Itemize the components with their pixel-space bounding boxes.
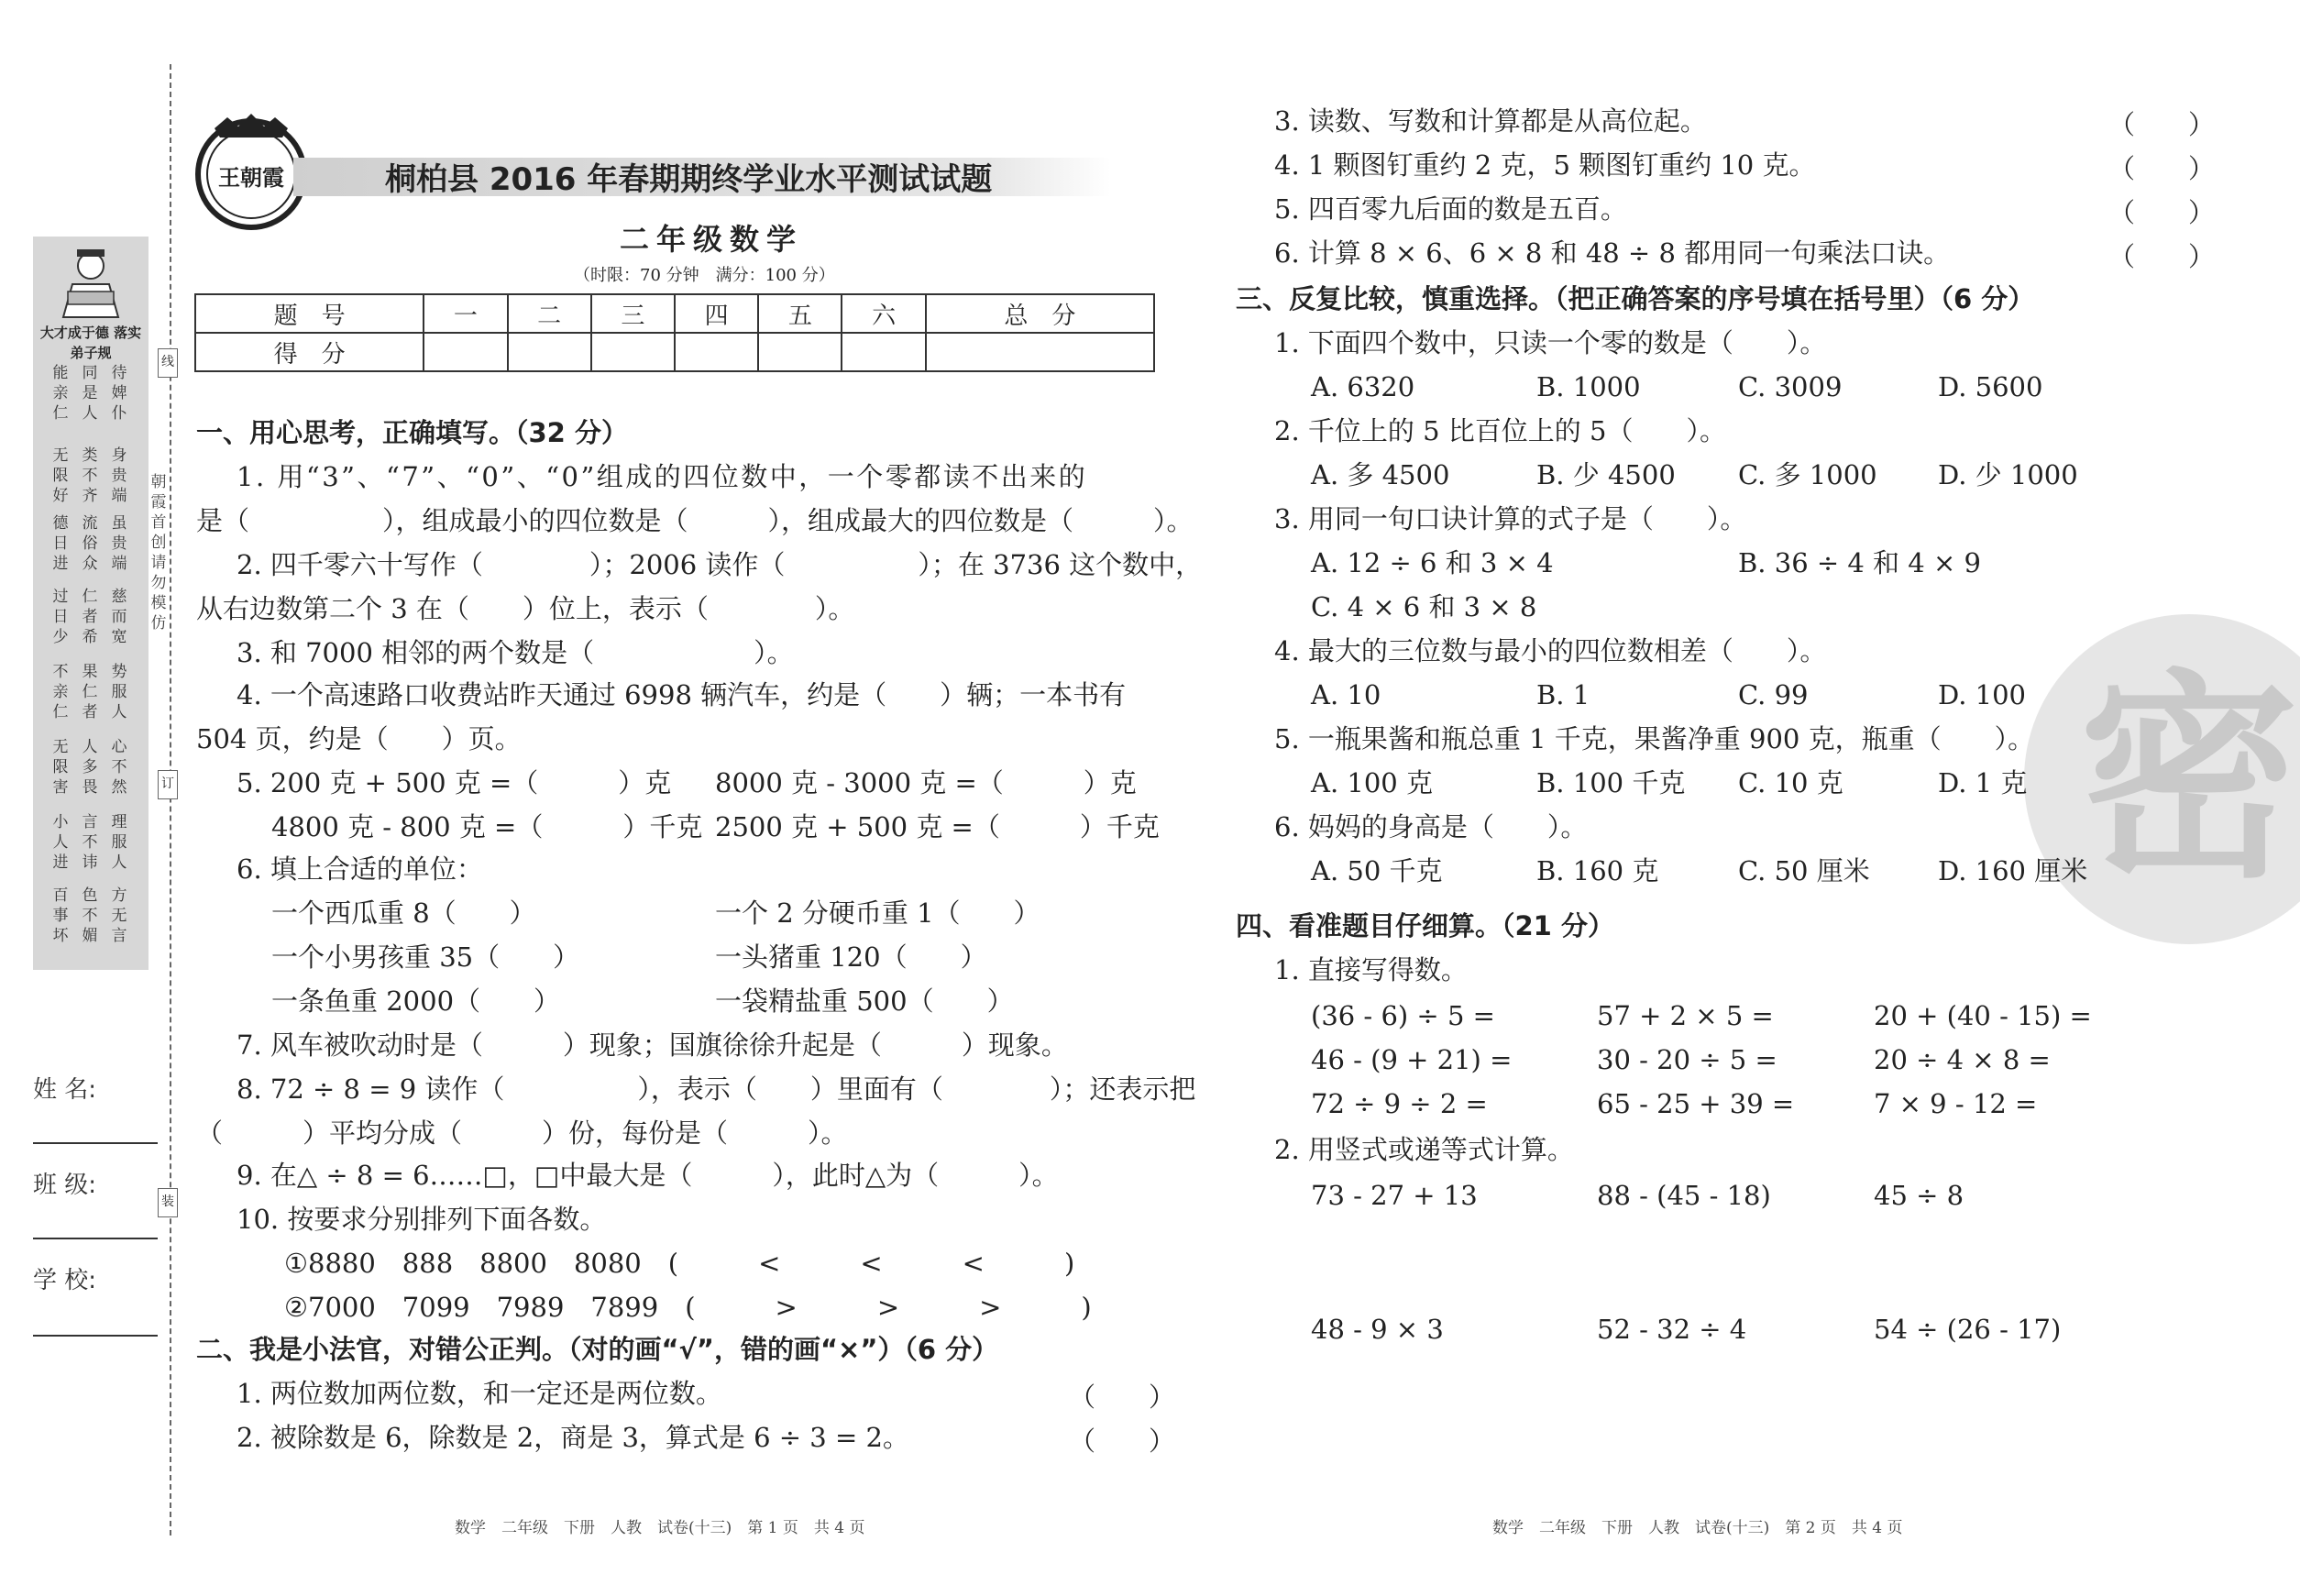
q2-4-answer[interactable]: （ ） <box>2108 153 2216 184</box>
section2-heading: 二、我是小法官，对错公正判。（对的画“√”，错的画“×”）（6 分） <box>196 1334 999 1365</box>
q4-1-label: 1. 直接写得数。 <box>1274 954 1468 985</box>
direct-calc-item[interactable]: 7 × 9 - 12 = <box>1874 1088 2038 1119</box>
q1-5d: 2500 克 + 500 克 =（ ）千克 <box>715 811 1160 842</box>
q2-6: 6. 计算 8 × 6、6 × 8 和 48 ÷ 8 都用同一句乘法口诀。 <box>1274 237 1951 269</box>
direct-calc-item[interactable]: 57 + 2 × 5 = <box>1597 1000 1774 1031</box>
q1-7: 7. 风车被吹动时是（ ）现象；国旗徐徐升起是（ ）现象。 <box>237 1029 1068 1061</box>
q1-10b: ②7000 7099 7989 7899 ( > > > ) <box>284 1292 1092 1323</box>
q3-2-option[interactable]: B. 少 4500 <box>1536 459 1676 490</box>
q3-6: 6. 妈妈的身高是（ ）。 <box>1274 811 1588 842</box>
q1-6d: 一头猪重 120（ ） <box>715 941 987 973</box>
q3-3-option[interactable]: B. 36 ÷ 4 和 4 × 9 <box>1738 547 1981 578</box>
motto-column: 势服人 <box>111 663 127 721</box>
class-field-label: 班 级: <box>33 1172 97 1199</box>
q3-4-option[interactable]: C. 99 <box>1738 679 1809 710</box>
score-table-score-row <box>195 333 1154 371</box>
q1-6: 6. 填上合适的单位： <box>237 853 483 885</box>
motto-column: 无限害 <box>52 738 69 797</box>
q3-5-option[interactable]: A. 100 克 <box>1311 767 1433 798</box>
q3-2-option[interactable]: A. 多 4500 <box>1311 459 1450 490</box>
q1-6f: 一袋精盐重 500（ ） <box>715 985 1014 1017</box>
exam-time-limit: （时限：70 分钟 满分：100 分） <box>574 266 835 285</box>
q3-1: 1. 下面四个数中，只读一个零的数是（ ）。 <box>1274 327 1827 358</box>
q3-3: 3. 用同一句口诀计算的式子是（ ）。 <box>1274 503 1747 534</box>
q1-1-line1: 1. 用“3”、“7”、“0”、“0”组成的四位数中，一个零都读不出来的 <box>237 461 1088 492</box>
q1-5b: 8000 克 - 3000 克 =（ ）克 <box>715 767 1137 798</box>
q3-2-option[interactable]: C. 多 1000 <box>1738 459 1877 490</box>
score-cell: 题 号 <box>195 294 424 333</box>
score-cell: 六 <box>842 294 925 333</box>
motto-column: 过日少 <box>52 588 69 646</box>
score-cell: 五 <box>758 294 842 333</box>
q1-6c: 一个小男孩重 35（ ） <box>271 941 580 973</box>
class-field-line[interactable] <box>33 1238 158 1239</box>
vertical-calc-item[interactable]: 73 - 27 + 13 <box>1311 1180 1478 1211</box>
section4-heading: 四、看准题目仔细算。（21 分） <box>1236 910 1614 941</box>
footer-page1: 数学 二年级 下册 人教 试卷(十三) 第 1 页 共 4 页 <box>455 1519 865 1537</box>
q3-1-option[interactable]: B. 1000 <box>1536 371 1641 402</box>
motto-column: 心不然 <box>111 738 127 797</box>
motto-column: 不亲仁 <box>52 663 69 721</box>
q2-5: 5. 四百零九后面的数是五百。 <box>1274 193 1627 225</box>
score-table <box>194 293 1155 372</box>
score-input-cell[interactable] <box>926 333 1154 371</box>
q3-1-option[interactable]: A. 6320 <box>1311 371 1415 402</box>
score-cell: 二 <box>508 294 591 333</box>
q1-5c: 4800 克 - 800 克 =（ ）千克 <box>271 811 703 842</box>
vertical-calc-item[interactable]: 54 ÷ (26 - 17) <box>1874 1314 2062 1345</box>
motto-column: 流俗众 <box>82 514 98 573</box>
q2-2: 2. 被除数是 6，除数是 2，商是 3，算式是 6 ÷ 3 = 2。 <box>237 1422 909 1453</box>
q3-4-option[interactable]: A. 10 <box>1311 679 1381 710</box>
q3-2: 2. 千位上的 5 比百位上的 5（ ）。 <box>1274 415 1726 446</box>
score-cell: 四 <box>675 294 758 333</box>
q1-4-line2: 504 页，约是（ ）页。 <box>196 723 522 754</box>
q3-6-option[interactable]: D. 160 厘米 <box>1938 855 2088 886</box>
q3-1-option[interactable]: D. 5600 <box>1938 371 2043 402</box>
q3-6-option[interactable]: C. 50 厘米 <box>1738 855 1870 886</box>
score-input-cell[interactable] <box>842 333 925 371</box>
brand-logo-text: 王朝霞 <box>218 164 284 191</box>
q3-3-option[interactable]: C. 4 × 6 和 3 × 8 <box>1311 591 1537 622</box>
cut-mark-middle: 订 <box>158 770 178 799</box>
q1-8-line1: 8. 72 ÷ 8 = 9 读作（ ），表示（ ）里面有（ ）；还表示把 <box>237 1073 1196 1105</box>
q1-10: 10. 按要求分别排列下面各数。 <box>237 1204 607 1235</box>
school-field-line[interactable] <box>33 1335 158 1337</box>
score-input-cell[interactable] <box>758 333 842 371</box>
q1-10a: ①8880 888 8800 8080 ( < < < ) <box>284 1248 1075 1279</box>
motto-column: 虽贵端 <box>111 514 127 573</box>
score-input-cell[interactable] <box>424 333 507 371</box>
name-field-label: 姓 名: <box>33 1076 97 1104</box>
q2-3-answer[interactable]: （ ） <box>2108 109 2216 140</box>
motto-column: 同是人 <box>82 364 98 423</box>
motto-column: 身贵端 <box>111 446 127 505</box>
motto-column: 仁者希 <box>82 588 98 646</box>
q1-9: 9. 在△ ÷ 8 = 6……□，□中最大是（ ），此时△为（ ）。 <box>237 1160 1059 1191</box>
vertical-calc-item[interactable]: 88 - (45 - 18) <box>1597 1180 1771 1211</box>
cut-mark-top: 线 <box>158 348 178 378</box>
confidential-stamp <box>2024 614 2300 944</box>
score-cell: 总 分 <box>926 294 1154 333</box>
motto-column: 果仁者 <box>82 663 98 721</box>
school-field-label: 学 校: <box>33 1267 97 1294</box>
q3-3-option[interactable]: A. 12 ÷ 6 和 3 × 4 <box>1311 547 1554 578</box>
q3-1-option[interactable]: C. 3009 <box>1738 371 1843 402</box>
q1-2-line2: 从右边数第二个 3 在（ ）位上，表示（ ）。 <box>196 593 855 624</box>
direct-calc-item[interactable]: 20 ÷ 4 × 8 = <box>1874 1044 2051 1075</box>
score-table-header-row <box>195 294 1154 333</box>
q2-5-answer[interactable]: （ ） <box>2108 197 2216 228</box>
q4-2-label: 2. 用竖式或递等式计算。 <box>1274 1134 1574 1165</box>
q2-3: 3. 读数、写数和计算都是从高位起。 <box>1274 105 1707 137</box>
q1-5a: 5. 200 克 + 500 克 =（ ）克 <box>237 767 672 798</box>
score-input-cell[interactable] <box>508 333 591 371</box>
q3-5-option[interactable]: D. 1 克 <box>1938 767 2028 798</box>
q1-2-line1: 2. 四千零六十写作（ ）；2006 读作（ ）；在 3736 这个数中， <box>237 549 1203 580</box>
direct-calc-item[interactable]: 20 + (40 - 15) = <box>1874 1000 2092 1031</box>
motto-column: 方无言 <box>111 886 127 945</box>
q2-2-answer[interactable]: （ ） <box>1069 1425 1176 1457</box>
motto-text: 大才成于德 落实弟子规 <box>39 325 142 361</box>
q1-3: 3. 和 7000 相邻的两个数是（ ）。 <box>237 637 794 668</box>
q1-1-line2: 是（ ），组成最小的四位数是（ ），组成最大的四位数是（ ）。 <box>196 505 1194 536</box>
q2-6-answer[interactable]: （ ） <box>2108 241 2216 272</box>
motto-column: 德日进 <box>52 514 69 573</box>
section3-heading: 三、反复比较，慎重选择。（把正确答案的序号填在括号里）（6 分） <box>1236 283 2035 314</box>
motto-column: 无限好 <box>52 446 69 505</box>
motto-column: 小人进 <box>52 813 69 872</box>
q2-1: 1. 两位数加两位数，和一定还是两位数。 <box>237 1378 722 1409</box>
exam-title: 桐柏县 2016 年春期期终学业水平测试试题 <box>385 161 993 198</box>
motto-column: 百事坏 <box>52 886 69 945</box>
direct-calc-item[interactable]: 72 ÷ 9 ÷ 2 = <box>1311 1088 1488 1119</box>
exam-subtitle: 二年级数学 <box>620 222 804 257</box>
confidential-stamp-char: 密 <box>2078 651 2299 908</box>
footer-page2: 数学 二年级 下册 人教 试卷(十三) 第 2 页 共 4 页 <box>1492 1519 1903 1537</box>
score-row-label: 得 分 <box>195 333 424 371</box>
direct-calc-item[interactable]: 65 - 25 + 39 = <box>1597 1088 1795 1119</box>
q1-6b: 一个 2 分硬币重 1（ ） <box>715 897 1040 929</box>
q3-5-option[interactable]: B. 100 千克 <box>1536 767 1686 798</box>
motto-column: 类不齐 <box>82 446 98 505</box>
q1-4-line1: 4. 一个高速路口收费站昨天通过 6998 辆汽车，约是（ ）辆；一本书有 <box>237 679 1127 710</box>
score-cell: 三 <box>591 294 675 333</box>
direct-calc-item[interactable]: 30 - 20 ÷ 5 = <box>1597 1044 1777 1075</box>
q3-2-option[interactable]: D. 少 1000 <box>1938 459 2078 490</box>
direct-calc-item[interactable]: 46 - (9 + 21) = <box>1311 1044 1513 1075</box>
score-input-cell[interactable] <box>675 333 758 371</box>
q1-8-line2: （ ）平均分成（ ）份，每份是（ ）。 <box>196 1117 848 1149</box>
q3-4: 4. 最大的三位数与最小的四位数相差（ ）。 <box>1274 635 1827 666</box>
motto-column: 理服人 <box>111 813 127 872</box>
q3-5: 5. 一瓶果酱和瓶总重 1 千克，果酱净重 900 克，瓶重（ ）。 <box>1274 723 2035 754</box>
margin-notice: 朝霞首创 请勿模仿 <box>150 473 167 633</box>
scholar-illustration <box>50 246 132 319</box>
q3-4-option[interactable]: D. 100 <box>1938 679 2027 710</box>
vertical-calc-item[interactable]: 48 - 9 × 3 <box>1311 1314 1444 1345</box>
motto-column: 言不讳 <box>82 813 98 872</box>
direct-calc-item[interactable]: (36 - 6) ÷ 5 = <box>1311 1000 1495 1031</box>
q3-6-option[interactable]: A. 50 千克 <box>1311 855 1443 886</box>
vertical-calc-item[interactable]: 45 ÷ 8 <box>1874 1180 1964 1211</box>
q1-6e: 一条鱼重 2000（ ） <box>271 985 561 1017</box>
score-input-cell[interactable] <box>591 333 675 371</box>
q3-6-option[interactable]: B. 160 克 <box>1536 855 1659 886</box>
vertical-calc-item[interactable]: 52 - 32 ÷ 4 <box>1597 1314 1747 1345</box>
q3-4-option[interactable]: B. 1 <box>1536 679 1590 710</box>
q3-5-option[interactable]: C. 10 克 <box>1738 767 1843 798</box>
motto-column: 待婢仆 <box>111 364 127 423</box>
score-cell: 一 <box>424 294 507 333</box>
cut-mark-bottom: 装 <box>158 1188 178 1217</box>
q2-1-answer[interactable]: （ ） <box>1069 1381 1176 1413</box>
motto-column: 能亲仁 <box>52 364 69 423</box>
motto-column: 色不媚 <box>82 886 98 945</box>
name-field-line[interactable] <box>33 1142 158 1144</box>
q2-4: 4. 1 颗图钉重约 2 克，5 颗图钉重约 10 克。 <box>1274 149 1816 181</box>
binding-dashed-line <box>170 64 171 1535</box>
motto-column: 慈而宽 <box>111 588 127 646</box>
q1-6a: 一个西瓜重 8（ ） <box>271 897 536 929</box>
motto-column: 人多畏 <box>82 738 98 797</box>
section1-heading: 一、用心思考，正确填写。（32 分） <box>196 417 628 448</box>
